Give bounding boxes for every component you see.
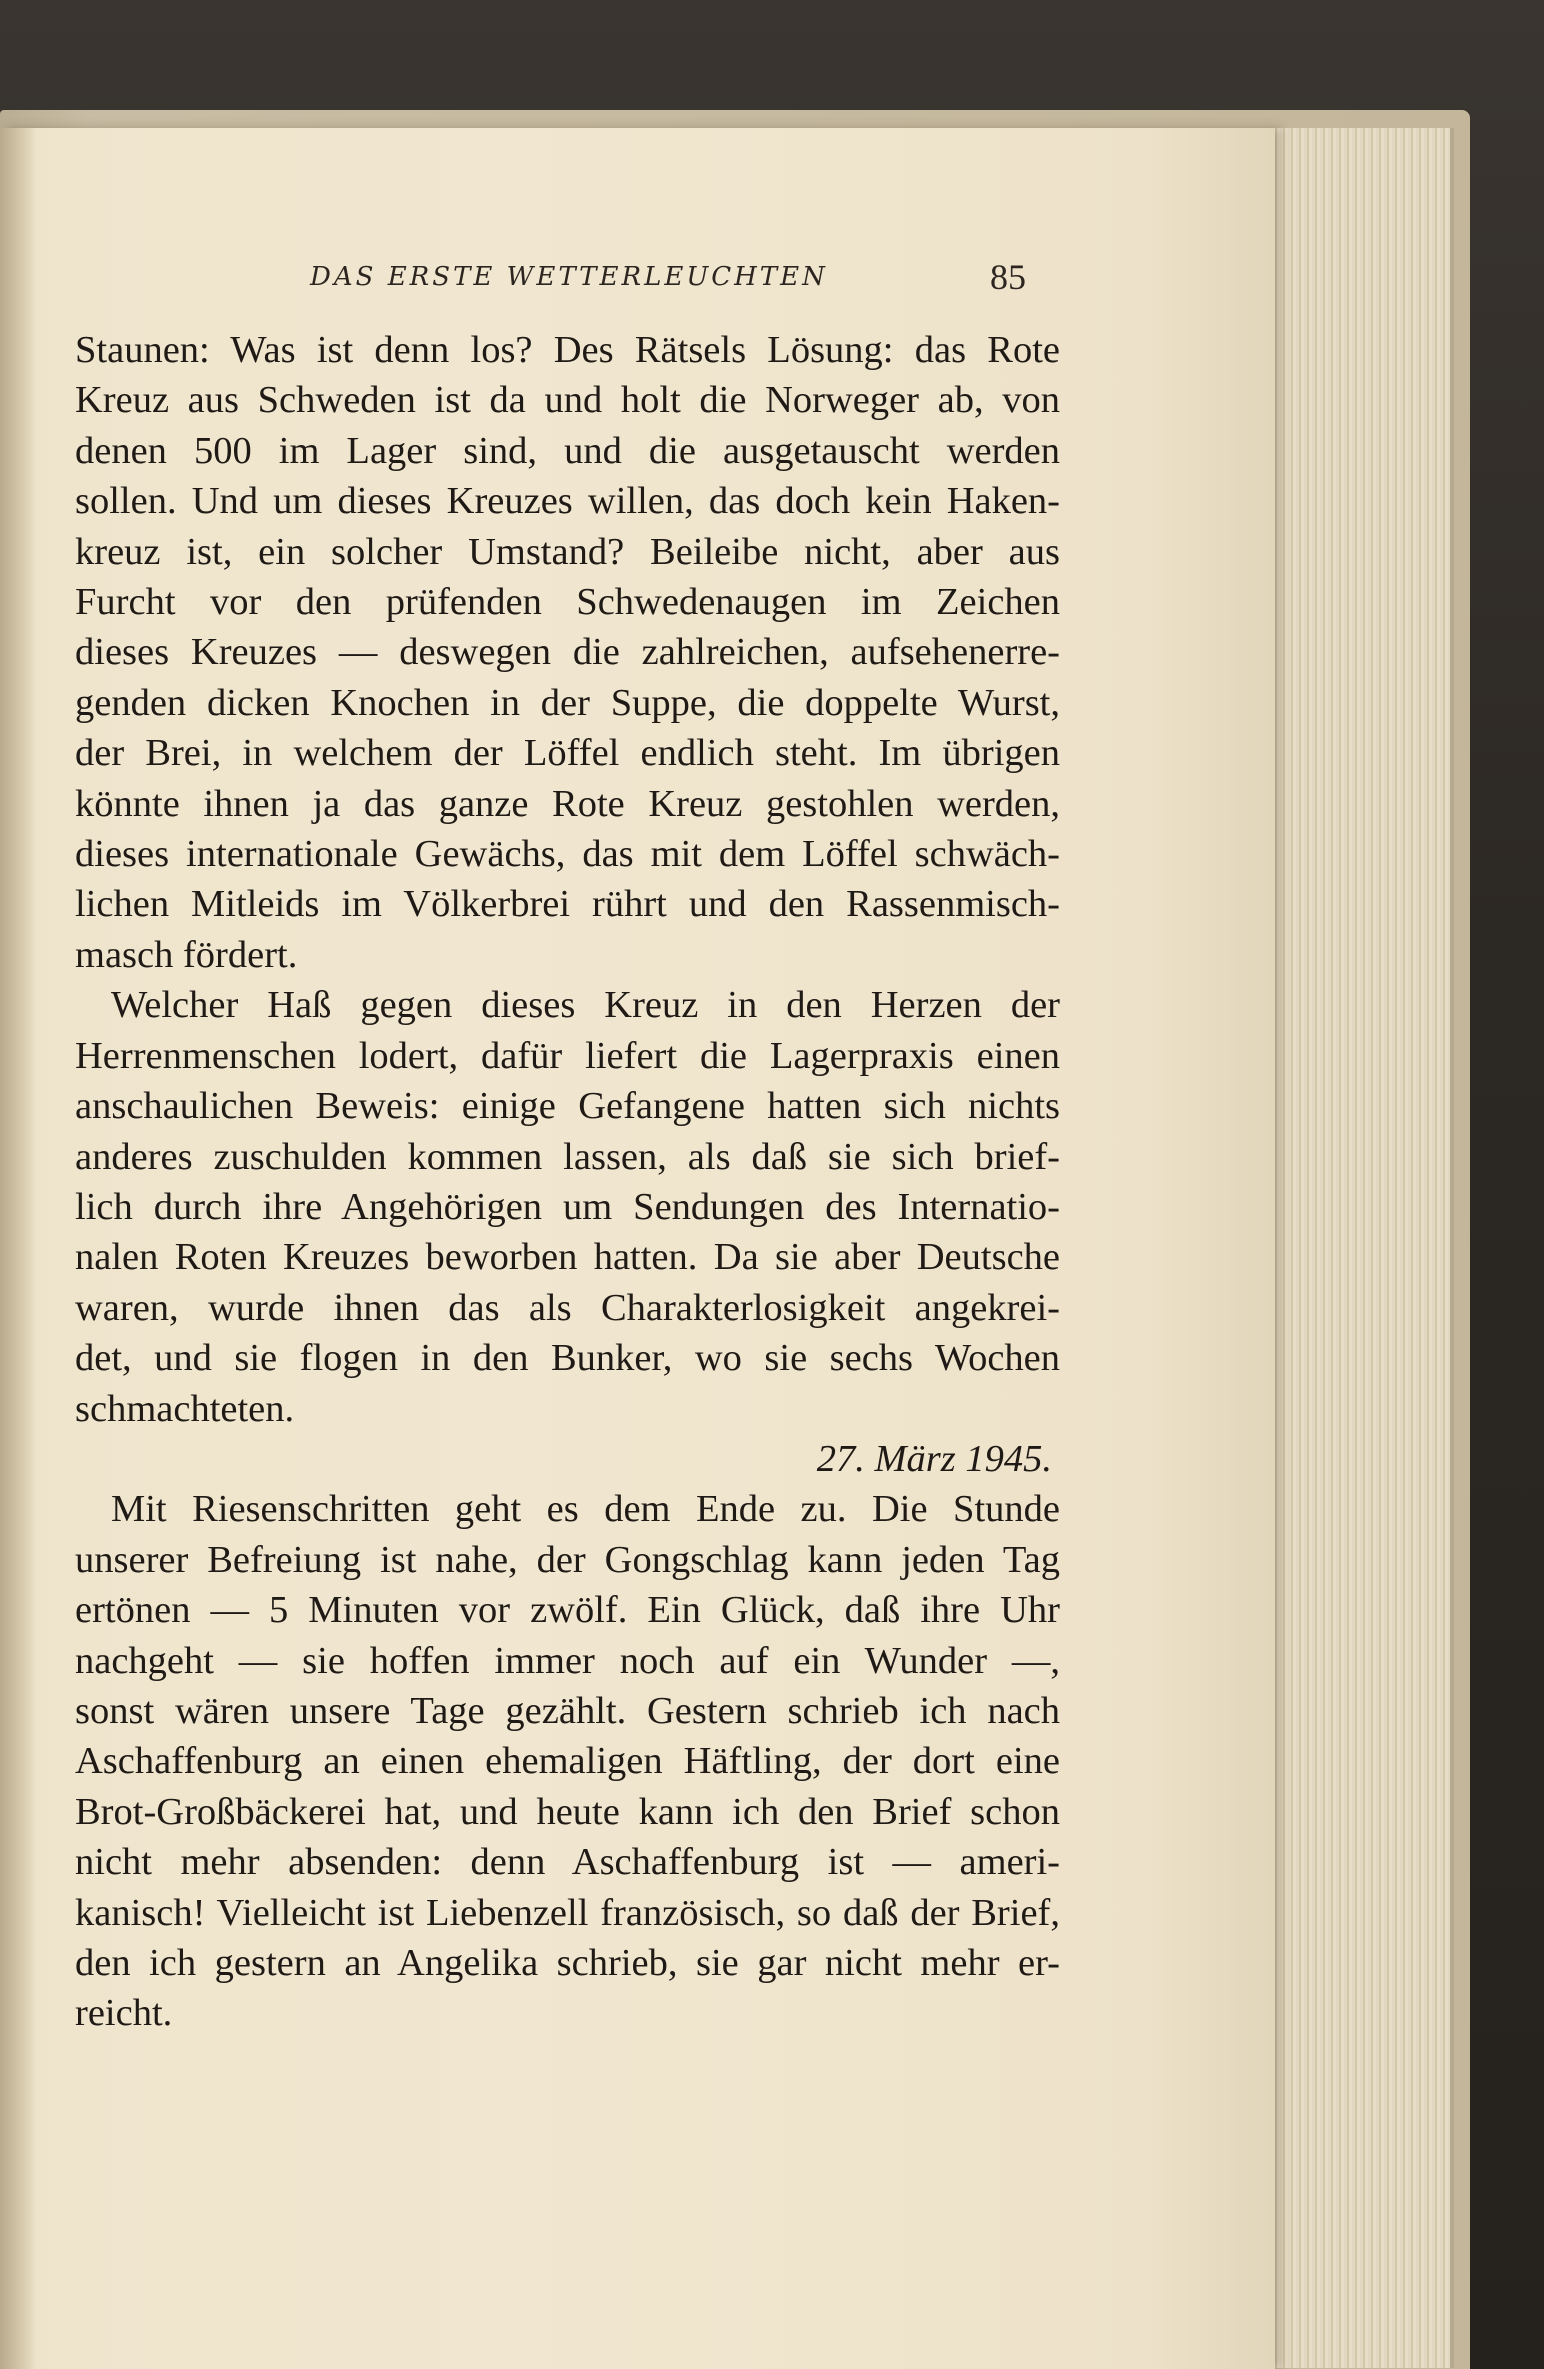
- text-line: lichen Mitleids im Völkerbrei rührt und den Rassenmisch-: [75, 883, 1060, 926]
- text-line: anschaulichen Beweis: einige Gefangene hatten sich nichts: [75, 1085, 1060, 1128]
- text-line: det, und sie flogen in den Bunker, wo sie sechs Wochen: [75, 1337, 1060, 1380]
- text-line: lich durch ihre Angehörigen um Sendungen des Internatio-: [75, 1185, 1060, 1228]
- running-head: DAS ERSTE WETTERLEUCHTEN: [310, 262, 828, 292]
- text-line: Furcht vor den prüfenden Schwedenaugen im Zeichen: [75, 581, 1060, 624]
- text-line: Welcher Haß gegen dieses Kreuz in den Herzen der: [111, 984, 1060, 1027]
- text-line: reicht.: [75, 1992, 173, 2035]
- page-gutter: [0, 128, 36, 2369]
- text-line: nachgeht — sie hoffen immer noch auf ein Wunder —,: [75, 1639, 1060, 1682]
- text-line: genden dicken Knochen in der Suppe, die doppelte Wurst,: [75, 681, 1060, 724]
- text-line: kanisch! Vielleicht ist Liebenzell französisch, so daß der Brief,: [75, 1891, 1060, 1934]
- text-line: der Brei, in welchem der Löffel endlich steht. Im übrigen: [75, 732, 1060, 775]
- text-line: Brot-Großbäckerei hat, und heute kann ich den Brief schon: [75, 1790, 1060, 1833]
- text-line: denen 500 im Lager sind, und die ausgetauscht werden: [75, 429, 1060, 472]
- text-line: ertönen — 5 Minuten vor zwölf. Ein Glück, daß ihre Uhr: [75, 1589, 1060, 1632]
- text-line: könnte ihnen ja das ganze Rote Kreuz gestohlen werden,: [75, 782, 1060, 825]
- paragraph-1: [75, 325, 1060, 980]
- dateline: 27. März 1945.: [816, 1437, 1052, 1480]
- text-line: dieses Kreuzes — deswegen die zahlreichen, aufsehenerre-: [75, 631, 1060, 674]
- text-line: den ich gestern an Angelika schrieb, sie gar nicht mehr er-: [75, 1942, 1060, 1984]
- text-line: sollen. Und um dieses Kreuzes willen, das doch kein Haken-: [75, 480, 1060, 523]
- text-line: Aschaffenburg an einen ehemaligen Häftling, der dort eine: [75, 1740, 1060, 1783]
- text-line: dieses internationale Gewächs, das mit dem Löffel schwäch-: [75, 833, 1060, 876]
- text-line: Herrenmenschen lodert, dafür liefert die Lagerpraxis einen: [75, 1034, 1060, 1077]
- text-line: waren, wurde ihnen das als Charakterlosigkeit angekrei-: [75, 1286, 1060, 1329]
- text-line: kreuz ist, ein solcher Umstand? Beileibe nicht, aber aus: [75, 530, 1060, 573]
- paragraph-2: [75, 980, 1060, 1434]
- text-line: masch fördert.: [75, 933, 298, 976]
- text-line: schmachteten.: [75, 1387, 295, 1430]
- text-line: anderes zuschulden kommen lassen, als daß sie sich brief-: [75, 1135, 1060, 1178]
- page-number: 85: [990, 257, 1026, 297]
- text-line: Kreuz aus Schweden ist da und holt die Norweger ab, von: [75, 379, 1060, 422]
- body-text: [75, 325, 1060, 2039]
- text-line: nicht mehr absenden: denn Aschaffenburg ist — ameri-: [75, 1841, 1060, 1884]
- paragraph-3: [75, 1484, 1060, 2038]
- text-line: Mit Riesenschritten geht es dem Ende zu. Die Stunde: [111, 1488, 1060, 1531]
- text-line: nalen Roten Kreuzes beworben hatten. Da sie aber Deutsche: [75, 1236, 1060, 1279]
- text-line: Staunen: Was ist denn los? Des Rätsels Lösung: das Rote: [75, 329, 1060, 371]
- text-line: unserer Befreiung ist nahe, der Gongschlag kann jeden Tag: [75, 1538, 1060, 1581]
- text-line: sonst wären unsere Tage gezählt. Gestern schrieb ich nach: [75, 1689, 1060, 1732]
